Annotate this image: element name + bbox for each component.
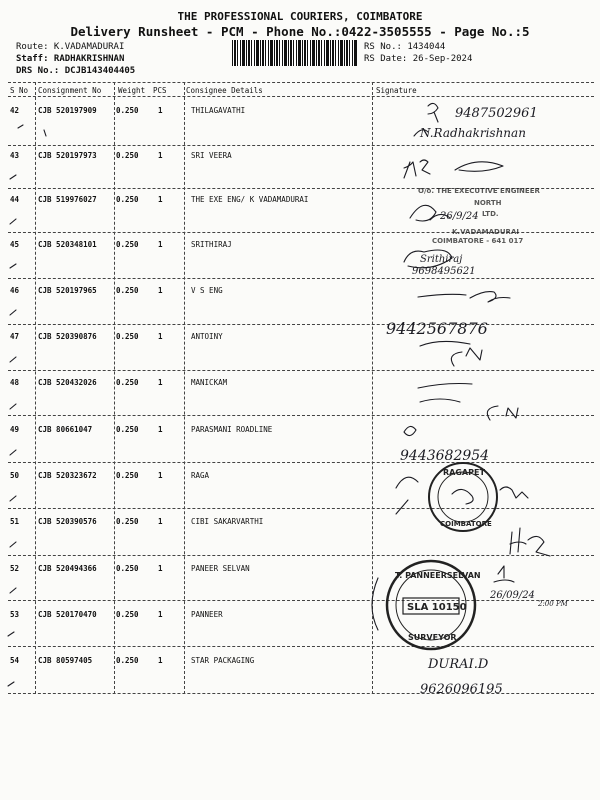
tick-mark (10, 310, 16, 315)
row-consignment: CJB 520323672 (38, 471, 97, 480)
row-weight: 0.250 (116, 332, 139, 341)
row-rule (8, 324, 594, 325)
row-weight: 0.250 (116, 471, 139, 480)
row-consignment: CJB 80597405 (38, 656, 93, 665)
row-consignee: SRITHIRAJ (191, 240, 232, 249)
table-row (0, 378, 600, 390)
row-pcs: 1 (158, 425, 163, 434)
row-sno: 45 (10, 240, 20, 249)
row-consignment: CJB 520432026 (38, 378, 97, 387)
table-row (0, 610, 600, 622)
runsheet-title: Delivery Runsheet - PCM - Phone No.:0422-3505555 - Page No.:5 (70, 24, 530, 39)
handwritten-name-45: Srithiraj (420, 254, 463, 265)
handwritten-time-52: 2:00 PM (538, 600, 568, 608)
table-top-rule (8, 82, 594, 83)
row-rule (8, 232, 594, 233)
table-row (0, 240, 600, 252)
handwritten-date-52: 26/09/24 (490, 590, 535, 601)
tick-mark (18, 125, 46, 136)
panneer-stamp-inner (396, 570, 466, 640)
table-row (0, 195, 600, 207)
row-consignment: CJB 80661047 (38, 425, 93, 434)
row-consignee: THE EXE ENG/ K VADAMADURAI (191, 195, 309, 204)
tick-mark (10, 542, 16, 547)
row-rule (8, 693, 594, 694)
row-consignee: PANEER SELVAN (191, 564, 250, 573)
stamp-line: SLA 10150 (407, 602, 467, 613)
table-row (0, 517, 600, 529)
tick-mark (10, 404, 16, 409)
stamp-line: RAGAPET (443, 468, 485, 477)
tick-mark (10, 588, 16, 593)
row-weight: 0.250 (116, 106, 139, 115)
row-sno: 47 (10, 332, 20, 341)
header-weight: Weight (118, 86, 146, 95)
signature-mark (404, 250, 452, 268)
table-row (0, 332, 600, 344)
row-sno: 44 (10, 195, 20, 204)
tick-mark (10, 450, 16, 455)
row-consignment: CJB 520494366 (38, 564, 97, 573)
row-weight: 0.250 (116, 286, 139, 295)
stamp-line: SURVEYOR (408, 633, 457, 642)
tick-mark (10, 264, 16, 268)
signature-mark (510, 528, 550, 556)
route-info (16, 41, 135, 77)
row-consignee: MANICKAM (191, 378, 228, 387)
row-consignment: CJB 520170470 (38, 610, 97, 619)
row-pcs: 1 (158, 151, 163, 160)
row-pcs: 1 (158, 564, 163, 573)
row-pcs: 1 (158, 240, 163, 249)
row-consignee: V S ENG (191, 286, 223, 295)
header-details: Consignee Details (186, 86, 263, 95)
row-pcs: 1 (158, 517, 163, 526)
row-weight: 0.250 (116, 656, 139, 665)
row-weight: 0.250 (116, 610, 139, 619)
row-consignee: PANNEER (191, 610, 223, 619)
rs-date: RS Date: 26-Sep-2024 (364, 54, 473, 64)
row-weight: 0.250 (116, 517, 139, 526)
row-rule (8, 462, 594, 463)
stamp-line: COIMBATORE - 641 017 (432, 237, 524, 245)
header-sno: S No (10, 86, 29, 95)
table-row (0, 564, 600, 576)
row-rule (8, 555, 594, 556)
stamp-line: T. PANNEERSELVAN (395, 571, 481, 580)
row-consignment: CJB 520197965 (38, 286, 97, 295)
row-consignee: SRI VEERA (191, 151, 232, 160)
row-sno: 46 (10, 286, 20, 295)
row-pcs: 1 (158, 610, 163, 619)
tick-mark (10, 496, 16, 501)
table-row (0, 106, 600, 118)
handwritten-phone-54: 9626096195 (420, 682, 503, 697)
header-pcs: PCS (153, 86, 167, 95)
row-pcs: 1 (158, 332, 163, 341)
row-rule (8, 188, 594, 189)
stamp-line: LTD. (482, 210, 499, 218)
table-row (0, 425, 600, 437)
table-header-rule (8, 96, 594, 97)
row-consignee: RAGA (191, 471, 210, 480)
handwritten-date-44: 26/9/24 (440, 211, 479, 222)
signature-mark (414, 130, 428, 136)
row-pcs: 1 (158, 286, 163, 295)
handwritten-phone-46: 9442567876 (386, 319, 488, 338)
row-consignee: PARASMANI ROADLINE (191, 425, 273, 434)
row-sno: 48 (10, 378, 20, 387)
row-rule (8, 646, 594, 647)
row-sno: 54 (10, 656, 20, 665)
row-pcs: 1 (158, 378, 163, 387)
handwritten-phone-49: 9443682954 (400, 448, 490, 464)
tick-mark (8, 632, 14, 636)
row-consignee: CIBI SAKARVARTHI (191, 517, 264, 526)
table-row (0, 286, 600, 298)
row-sno: 42 (10, 106, 20, 115)
row-consignee: THILAGAVATHI (191, 106, 246, 115)
table-row (0, 471, 600, 483)
row-weight: 0.250 (116, 195, 139, 204)
table-row (0, 656, 600, 668)
handwritten-phone-42: 9487502961 (455, 106, 538, 121)
tick-mark (10, 357, 16, 362)
row-consignment: CJB 520197973 (38, 151, 97, 160)
signature-mark (420, 341, 482, 366)
row-weight: 0.250 (116, 425, 139, 434)
row-pcs: 1 (158, 195, 163, 204)
stamp-line: O/o. THE EXECUTIVE ENGINEER (418, 187, 540, 195)
header-signature: Signature (376, 86, 417, 95)
row-sno: 52 (10, 564, 20, 573)
table-row (0, 151, 600, 163)
row-sno: 49 (10, 425, 20, 434)
tick-mark (10, 175, 16, 179)
rs-number: RS No.: 1434044 (364, 42, 446, 52)
row-sno: 43 (10, 151, 20, 160)
row-weight: 0.250 (116, 378, 139, 387)
handwritten-name-54: DURAI.D (428, 657, 489, 672)
drs-label: DRS No.: DCJB143404405 (16, 66, 136, 76)
row-weight: 0.250 (116, 240, 139, 249)
row-consignment: CJB 520348101 (38, 240, 97, 249)
tick-mark (8, 682, 14, 686)
header-consignment: Consignment No (38, 86, 102, 95)
row-rule (8, 600, 594, 601)
stamp-line: NORTH (474, 199, 502, 207)
row-consignment: CJB 519976027 (38, 195, 97, 204)
row-consignment: CJB 520390576 (38, 517, 97, 526)
row-sno: 50 (10, 471, 20, 480)
row-consignee: ANTOINY (191, 332, 223, 341)
row-weight: 0.250 (116, 151, 139, 160)
stamp-line: K.VADAMADURAI (452, 228, 519, 236)
row-consignee: STAR PACKAGING (191, 656, 255, 665)
row-rule (8, 145, 594, 146)
route-label: Route: K.VADAMADURAI (16, 42, 125, 52)
stamp-line: COIMBATORE (440, 520, 492, 528)
row-rule (8, 508, 594, 509)
row-consignment: CJB 520197909 (38, 106, 97, 115)
barcode (232, 40, 357, 66)
row-pcs: 1 (158, 656, 163, 665)
rs-info (364, 41, 472, 65)
row-rule (8, 278, 594, 279)
handwritten-phone-45: 9698495621 (412, 266, 476, 277)
row-rule (8, 370, 594, 371)
signature-mark (410, 205, 450, 221)
row-pcs: 1 (158, 471, 163, 480)
company-title: THE PROFESSIONAL COURIERS, COIMBATORE (177, 10, 423, 23)
row-weight: 0.250 (116, 564, 139, 573)
tick-mark (10, 219, 16, 224)
row-pcs: 1 (158, 106, 163, 115)
row-consignment: CJB 520390876 (38, 332, 97, 341)
row-sno: 53 (10, 610, 20, 619)
handwritten-name-42: N.Radhakrishnan (420, 126, 526, 140)
row-rule (8, 415, 594, 416)
staff-label: Staff: RADHAKRISHNAN (16, 54, 125, 64)
row-sno: 51 (10, 517, 20, 526)
